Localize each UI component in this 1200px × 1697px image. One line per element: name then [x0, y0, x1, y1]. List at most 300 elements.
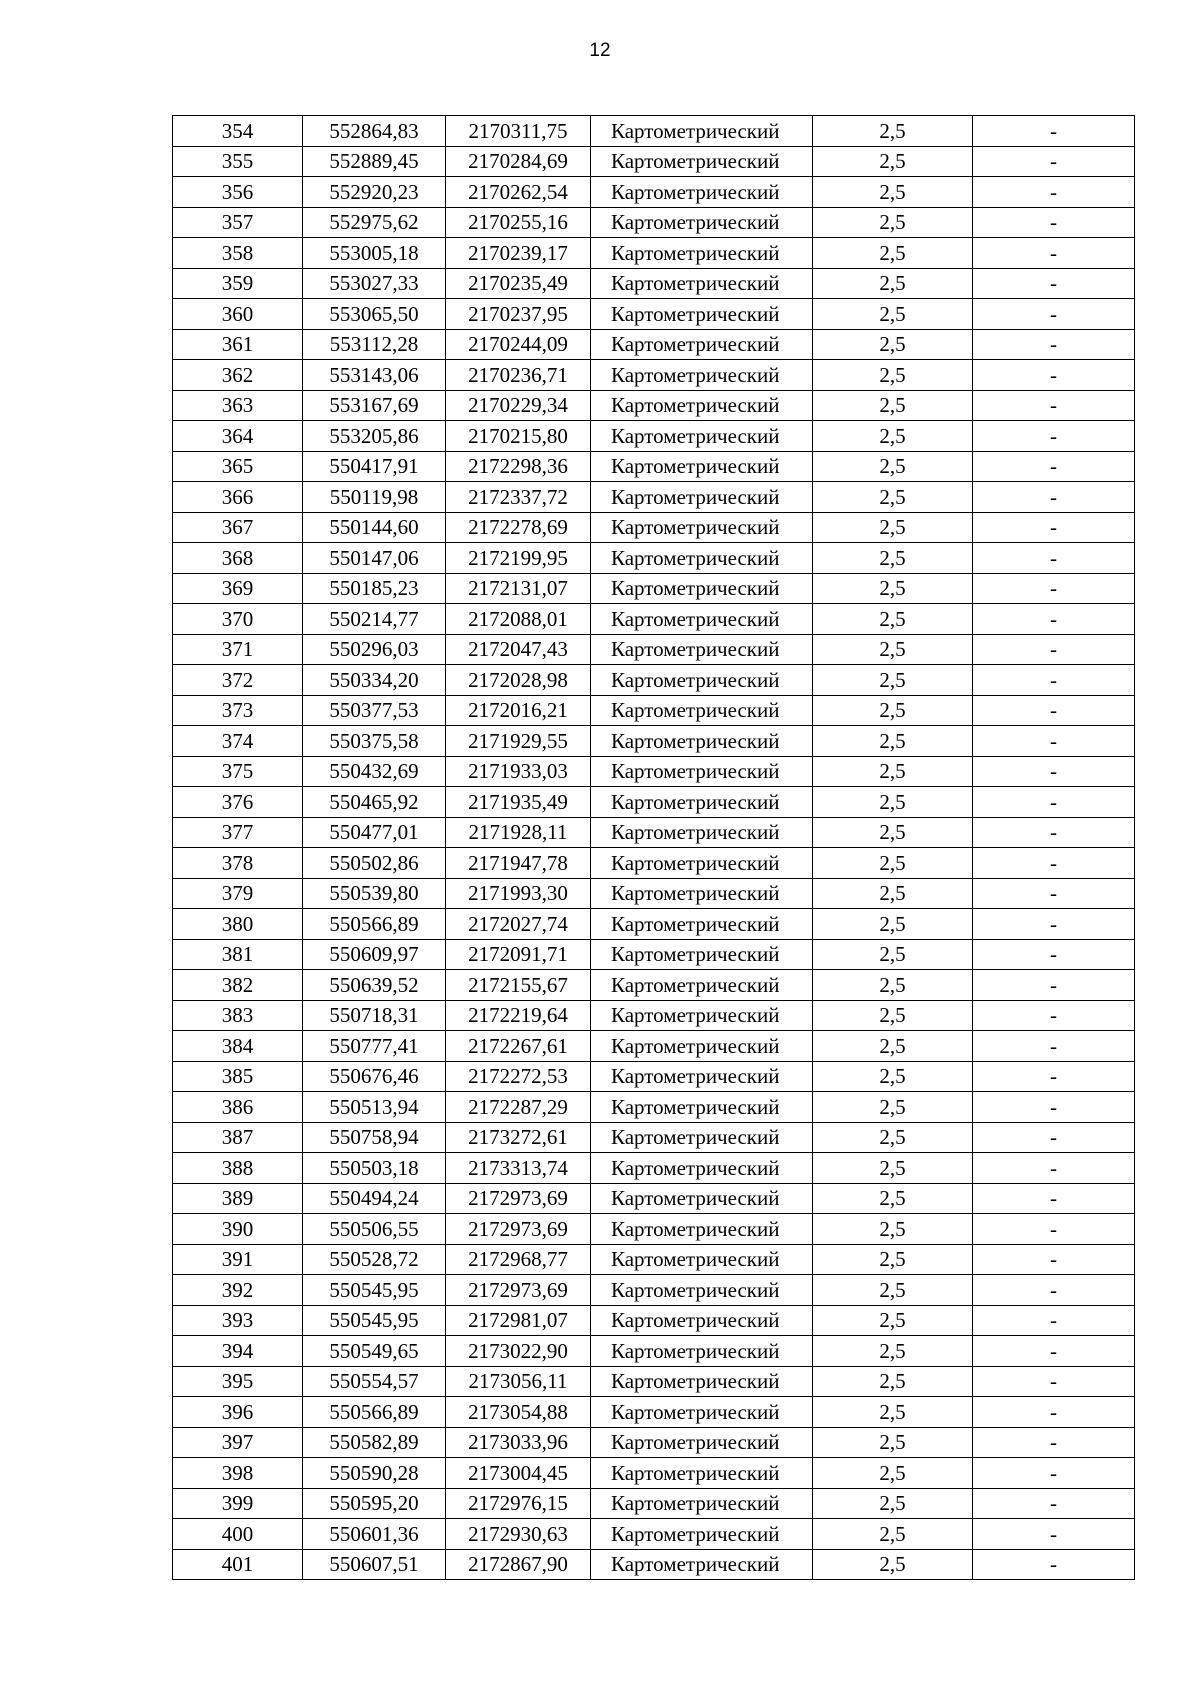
table-row — [173, 1275, 1135, 1306]
cell-x-coordinate: 552889,45 — [303, 146, 446, 177]
table-row — [173, 1244, 1135, 1275]
table-body — [173, 116, 1135, 1580]
cell-y-coordinate: 2172131,07 — [446, 573, 591, 604]
cell-description: - — [973, 787, 1135, 818]
cell-y-coordinate: 2172027,74 — [446, 909, 591, 940]
cell-accuracy: 2,5 — [813, 421, 973, 452]
cell-accuracy: 2,5 — [813, 909, 973, 940]
cell-method: Картометрический — [591, 238, 813, 269]
table-row — [173, 848, 1135, 879]
coordinates-table — [172, 115, 1135, 1580]
cell-x-coordinate: 550477,01 — [303, 817, 446, 848]
cell-accuracy: 2,5 — [813, 390, 973, 421]
cell-method: Картометрический — [591, 421, 813, 452]
cell-accuracy: 2,5 — [813, 207, 973, 238]
cell-y-coordinate: 2172278,69 — [446, 512, 591, 543]
table-row — [173, 390, 1135, 421]
cell-method: Картометрический — [591, 1397, 813, 1428]
cell-description: - — [973, 878, 1135, 909]
cell-description: - — [973, 116, 1135, 147]
cell-x-coordinate: 550639,52 — [303, 970, 446, 1001]
cell-y-coordinate: 2173022,90 — [446, 1336, 591, 1367]
cell-x-coordinate: 550503,18 — [303, 1153, 446, 1184]
cell-description: - — [973, 1397, 1135, 1428]
cell-y-coordinate: 2172219,64 — [446, 1000, 591, 1031]
cell-x-coordinate: 550144,60 — [303, 512, 446, 543]
table-row — [173, 177, 1135, 208]
cell-description: - — [973, 421, 1135, 452]
table-row — [173, 939, 1135, 970]
cell-description: - — [973, 604, 1135, 635]
cell-accuracy: 2,5 — [813, 1244, 973, 1275]
cell-accuracy: 2,5 — [813, 939, 973, 970]
table-row — [173, 1183, 1135, 1214]
cell-accuracy: 2,5 — [813, 1305, 973, 1336]
cell-point-number: 367 — [173, 512, 303, 543]
table-row — [173, 329, 1135, 360]
cell-method: Картометрический — [591, 1000, 813, 1031]
cell-point-number: 378 — [173, 848, 303, 879]
cell-method: Картометрический — [591, 695, 813, 726]
cell-description: - — [973, 360, 1135, 391]
cell-description: - — [973, 268, 1135, 299]
table-row — [173, 146, 1135, 177]
cell-description: - — [973, 1031, 1135, 1062]
cell-y-coordinate: 2171928,11 — [446, 817, 591, 848]
cell-y-coordinate: 2172968,77 — [446, 1244, 591, 1275]
cell-accuracy: 2,5 — [813, 238, 973, 269]
cell-method: Картометрический — [591, 1031, 813, 1062]
cell-x-coordinate: 550377,53 — [303, 695, 446, 726]
cell-description: - — [973, 207, 1135, 238]
cell-method: Картометрический — [591, 1214, 813, 1245]
cell-accuracy: 2,5 — [813, 1092, 973, 1123]
cell-x-coordinate: 550777,41 — [303, 1031, 446, 1062]
cell-description: - — [973, 1000, 1135, 1031]
cell-description: - — [973, 1305, 1135, 1336]
cell-y-coordinate: 2170255,16 — [446, 207, 591, 238]
cell-point-number: 355 — [173, 146, 303, 177]
cell-point-number: 384 — [173, 1031, 303, 1062]
cell-y-coordinate: 2170244,09 — [446, 329, 591, 360]
cell-method: Картометрический — [591, 299, 813, 330]
cell-method: Картометрический — [591, 482, 813, 513]
cell-method: Картометрический — [591, 665, 813, 696]
table-row — [173, 604, 1135, 635]
table-row — [173, 1366, 1135, 1397]
cell-x-coordinate: 550545,95 — [303, 1305, 446, 1336]
cell-x-coordinate: 550528,72 — [303, 1244, 446, 1275]
table-row — [173, 634, 1135, 665]
cell-y-coordinate: 2172267,61 — [446, 1031, 591, 1062]
cell-point-number: 363 — [173, 390, 303, 421]
cell-point-number: 371 — [173, 634, 303, 665]
cell-y-coordinate: 2170239,17 — [446, 238, 591, 269]
cell-y-coordinate: 2172973,69 — [446, 1183, 591, 1214]
cell-point-number: 373 — [173, 695, 303, 726]
cell-accuracy: 2,5 — [813, 1214, 973, 1245]
cell-y-coordinate: 2172973,69 — [446, 1275, 591, 1306]
cell-x-coordinate: 553112,28 — [303, 329, 446, 360]
cell-method: Картометрический — [591, 970, 813, 1001]
cell-accuracy: 2,5 — [813, 848, 973, 879]
cell-point-number: 357 — [173, 207, 303, 238]
cell-method: Картометрический — [591, 1244, 813, 1275]
cell-method: Картометрический — [591, 1153, 813, 1184]
cell-description: - — [973, 146, 1135, 177]
cell-description: - — [973, 543, 1135, 574]
cell-accuracy: 2,5 — [813, 787, 973, 818]
cell-point-number: 392 — [173, 1275, 303, 1306]
cell-x-coordinate: 550545,95 — [303, 1275, 446, 1306]
cell-x-coordinate: 553065,50 — [303, 299, 446, 330]
cell-method: Картометрический — [591, 573, 813, 604]
cell-method: Картометрический — [591, 116, 813, 147]
cell-x-coordinate: 550432,69 — [303, 756, 446, 787]
cell-accuracy: 2,5 — [813, 695, 973, 726]
cell-point-number: 375 — [173, 756, 303, 787]
cell-y-coordinate: 2173054,88 — [446, 1397, 591, 1428]
table-row — [173, 1031, 1135, 1062]
table-row — [173, 665, 1135, 696]
cell-x-coordinate: 550417,91 — [303, 451, 446, 482]
cell-method: Картометрический — [591, 909, 813, 940]
table-row — [173, 787, 1135, 818]
cell-method: Картометрический — [591, 1183, 813, 1214]
cell-accuracy: 2,5 — [813, 1031, 973, 1062]
cell-point-number: 387 — [173, 1122, 303, 1153]
cell-method: Картометрический — [591, 512, 813, 543]
cell-method: Картометрический — [591, 329, 813, 360]
cell-y-coordinate: 2171947,78 — [446, 848, 591, 879]
cell-x-coordinate: 550214,77 — [303, 604, 446, 635]
cell-point-number: 391 — [173, 1244, 303, 1275]
cell-point-number: 398 — [173, 1458, 303, 1489]
cell-accuracy: 2,5 — [813, 482, 973, 513]
table-row — [173, 1214, 1135, 1245]
table-row — [173, 573, 1135, 604]
cell-y-coordinate: 2173004,45 — [446, 1458, 591, 1489]
cell-y-coordinate: 2171933,03 — [446, 756, 591, 787]
cell-point-number: 390 — [173, 1214, 303, 1245]
cell-description: - — [973, 1549, 1135, 1580]
cell-method: Картометрический — [591, 1488, 813, 1519]
cell-accuracy: 2,5 — [813, 665, 973, 696]
cell-point-number: 374 — [173, 726, 303, 757]
table-row — [173, 726, 1135, 757]
cell-point-number: 383 — [173, 1000, 303, 1031]
cell-accuracy: 2,5 — [813, 1366, 973, 1397]
cell-accuracy: 2,5 — [813, 604, 973, 635]
cell-method: Картометрический — [591, 177, 813, 208]
cell-method: Картометрический — [591, 939, 813, 970]
cell-method: Картометрический — [591, 1122, 813, 1153]
cell-accuracy: 2,5 — [813, 634, 973, 665]
cell-point-number: 369 — [173, 573, 303, 604]
cell-accuracy: 2,5 — [813, 360, 973, 391]
cell-method: Картометрический — [591, 604, 813, 635]
cell-point-number: 396 — [173, 1397, 303, 1428]
table-row — [173, 1305, 1135, 1336]
cell-y-coordinate: 2172976,15 — [446, 1488, 591, 1519]
cell-point-number: 393 — [173, 1305, 303, 1336]
cell-point-number: 380 — [173, 909, 303, 940]
cell-x-coordinate: 550676,46 — [303, 1061, 446, 1092]
cell-accuracy: 2,5 — [813, 1427, 973, 1458]
table-row — [173, 1092, 1135, 1123]
cell-x-coordinate: 550566,89 — [303, 909, 446, 940]
cell-accuracy: 2,5 — [813, 878, 973, 909]
table-row — [173, 1488, 1135, 1519]
cell-y-coordinate: 2172047,43 — [446, 634, 591, 665]
table-row — [173, 238, 1135, 269]
cell-description: - — [973, 1244, 1135, 1275]
cell-accuracy: 2,5 — [813, 512, 973, 543]
cell-x-coordinate: 550185,23 — [303, 573, 446, 604]
cell-accuracy: 2,5 — [813, 1458, 973, 1489]
cell-method: Картометрический — [591, 1549, 813, 1580]
cell-description: - — [973, 970, 1135, 1001]
cell-x-coordinate: 550494,24 — [303, 1183, 446, 1214]
cell-accuracy: 2,5 — [813, 1183, 973, 1214]
table-row — [173, 1427, 1135, 1458]
table-row — [173, 1519, 1135, 1550]
cell-accuracy: 2,5 — [813, 970, 973, 1001]
cell-y-coordinate: 2170237,95 — [446, 299, 591, 330]
cell-method: Картометрический — [591, 543, 813, 574]
cell-description: - — [973, 1214, 1135, 1245]
cell-x-coordinate: 552975,62 — [303, 207, 446, 238]
cell-method: Картометрический — [591, 634, 813, 665]
cell-accuracy: 2,5 — [813, 146, 973, 177]
cell-accuracy: 2,5 — [813, 1153, 973, 1184]
cell-x-coordinate: 550718,31 — [303, 1000, 446, 1031]
table-row — [173, 299, 1135, 330]
table-row — [173, 1061, 1135, 1092]
cell-accuracy: 2,5 — [813, 329, 973, 360]
cell-accuracy: 2,5 — [813, 177, 973, 208]
cell-accuracy: 2,5 — [813, 1519, 973, 1550]
cell-method: Картометрический — [591, 726, 813, 757]
cell-x-coordinate: 550601,36 — [303, 1519, 446, 1550]
cell-x-coordinate: 550607,51 — [303, 1549, 446, 1580]
cell-y-coordinate: 2170235,49 — [446, 268, 591, 299]
cell-point-number: 364 — [173, 421, 303, 452]
cell-point-number: 370 — [173, 604, 303, 635]
cell-description: - — [973, 1153, 1135, 1184]
cell-x-coordinate: 550506,55 — [303, 1214, 446, 1245]
table-row — [173, 451, 1135, 482]
cell-point-number: 372 — [173, 665, 303, 696]
cell-description: - — [973, 329, 1135, 360]
table-row — [173, 360, 1135, 391]
cell-description: - — [973, 1458, 1135, 1489]
cell-method: Картометрический — [591, 848, 813, 879]
cell-point-number: 360 — [173, 299, 303, 330]
cell-point-number: 397 — [173, 1427, 303, 1458]
cell-accuracy: 2,5 — [813, 1549, 973, 1580]
cell-x-coordinate: 553167,69 — [303, 390, 446, 421]
table-row — [173, 909, 1135, 940]
cell-x-coordinate: 553027,33 — [303, 268, 446, 299]
cell-method: Картометрический — [591, 756, 813, 787]
cell-description: - — [973, 726, 1135, 757]
cell-y-coordinate: 2172199,95 — [446, 543, 591, 574]
cell-method: Картометрический — [591, 817, 813, 848]
cell-description: - — [973, 238, 1135, 269]
cell-method: Картометрический — [591, 268, 813, 299]
cell-description: - — [973, 634, 1135, 665]
cell-description: - — [973, 1366, 1135, 1397]
table-row — [173, 482, 1135, 513]
cell-method: Картометрический — [591, 146, 813, 177]
table-row — [173, 1397, 1135, 1428]
cell-description: - — [973, 1488, 1135, 1519]
cell-y-coordinate: 2172016,21 — [446, 695, 591, 726]
cell-method: Картометрический — [591, 1366, 813, 1397]
cell-description: - — [973, 848, 1135, 879]
table-row — [173, 695, 1135, 726]
cell-point-number: 362 — [173, 360, 303, 391]
cell-y-coordinate: 2173056,11 — [446, 1366, 591, 1397]
cell-method: Картометрический — [591, 451, 813, 482]
table-row — [173, 817, 1135, 848]
cell-accuracy: 2,5 — [813, 1122, 973, 1153]
cell-point-number: 376 — [173, 787, 303, 818]
cell-accuracy: 2,5 — [813, 1275, 973, 1306]
cell-method: Картометрический — [591, 1336, 813, 1367]
cell-accuracy: 2,5 — [813, 299, 973, 330]
cell-point-number: 365 — [173, 451, 303, 482]
cell-x-coordinate: 550334,20 — [303, 665, 446, 696]
cell-point-number: 385 — [173, 1061, 303, 1092]
cell-accuracy: 2,5 — [813, 726, 973, 757]
cell-x-coordinate: 553205,86 — [303, 421, 446, 452]
cell-accuracy: 2,5 — [813, 756, 973, 787]
cell-y-coordinate: 2170229,34 — [446, 390, 591, 421]
table-row — [173, 421, 1135, 452]
cell-y-coordinate: 2170262,54 — [446, 177, 591, 208]
cell-accuracy: 2,5 — [813, 1336, 973, 1367]
cell-point-number: 395 — [173, 1366, 303, 1397]
cell-accuracy: 2,5 — [813, 543, 973, 574]
cell-x-coordinate: 550539,80 — [303, 878, 446, 909]
cell-y-coordinate: 2171935,49 — [446, 787, 591, 818]
table-row — [173, 970, 1135, 1001]
cell-point-number: 366 — [173, 482, 303, 513]
cell-description: - — [973, 756, 1135, 787]
cell-method: Картометрический — [591, 1427, 813, 1458]
cell-point-number: 400 — [173, 1519, 303, 1550]
cell-point-number: 359 — [173, 268, 303, 299]
cell-y-coordinate: 2170311,75 — [446, 116, 591, 147]
cell-description: - — [973, 573, 1135, 604]
cell-x-coordinate: 550502,86 — [303, 848, 446, 879]
table-row — [173, 1549, 1135, 1580]
cell-description: - — [973, 1519, 1135, 1550]
cell-x-coordinate: 550554,57 — [303, 1366, 446, 1397]
cell-method: Картометрический — [591, 1061, 813, 1092]
table-row — [173, 268, 1135, 299]
cell-description: - — [973, 665, 1135, 696]
cell-point-number: 354 — [173, 116, 303, 147]
cell-x-coordinate: 550582,89 — [303, 1427, 446, 1458]
table-row — [173, 512, 1135, 543]
cell-description: - — [973, 482, 1135, 513]
cell-x-coordinate: 553005,18 — [303, 238, 446, 269]
cell-description: - — [973, 1427, 1135, 1458]
cell-x-coordinate: 550590,28 — [303, 1458, 446, 1489]
cell-x-coordinate: 550566,89 — [303, 1397, 446, 1428]
cell-point-number: 388 — [173, 1153, 303, 1184]
cell-y-coordinate: 2173033,96 — [446, 1427, 591, 1458]
cell-description: - — [973, 1275, 1135, 1306]
cell-method: Картометрический — [591, 878, 813, 909]
cell-description: - — [973, 299, 1135, 330]
cell-description: - — [973, 451, 1135, 482]
cell-method: Картометрический — [591, 390, 813, 421]
cell-accuracy: 2,5 — [813, 573, 973, 604]
cell-x-coordinate: 550513,94 — [303, 1092, 446, 1123]
table-row — [173, 1000, 1135, 1031]
cell-y-coordinate: 2172272,53 — [446, 1061, 591, 1092]
cell-point-number: 389 — [173, 1183, 303, 1214]
table-row — [173, 1153, 1135, 1184]
cell-description: - — [973, 1122, 1135, 1153]
cell-accuracy: 2,5 — [813, 268, 973, 299]
cell-y-coordinate: 2172088,01 — [446, 604, 591, 635]
cell-y-coordinate: 2172981,07 — [446, 1305, 591, 1336]
cell-point-number: 399 — [173, 1488, 303, 1519]
cell-accuracy: 2,5 — [813, 817, 973, 848]
cell-method: Картометрический — [591, 1458, 813, 1489]
cell-description: - — [973, 1183, 1135, 1214]
cell-y-coordinate: 2172973,69 — [446, 1214, 591, 1245]
cell-accuracy: 2,5 — [813, 451, 973, 482]
cell-description: - — [973, 817, 1135, 848]
cell-description: - — [973, 1336, 1135, 1367]
cell-point-number: 368 — [173, 543, 303, 574]
cell-point-number: 356 — [173, 177, 303, 208]
table-row — [173, 1336, 1135, 1367]
table-row — [173, 1122, 1135, 1153]
cell-point-number: 361 — [173, 329, 303, 360]
table-row — [173, 878, 1135, 909]
table-row — [173, 756, 1135, 787]
table-row — [173, 207, 1135, 238]
cell-method: Картометрический — [591, 1275, 813, 1306]
cell-point-number: 394 — [173, 1336, 303, 1367]
cell-x-coordinate: 550609,97 — [303, 939, 446, 970]
cell-method: Картометрический — [591, 360, 813, 391]
cell-point-number: 381 — [173, 939, 303, 970]
cell-accuracy: 2,5 — [813, 116, 973, 147]
cell-x-coordinate: 550595,20 — [303, 1488, 446, 1519]
table-row — [173, 116, 1135, 147]
cell-y-coordinate: 2171993,30 — [446, 878, 591, 909]
cell-y-coordinate: 2170284,69 — [446, 146, 591, 177]
cell-accuracy: 2,5 — [813, 1061, 973, 1092]
cell-point-number: 379 — [173, 878, 303, 909]
cell-y-coordinate: 2172155,67 — [446, 970, 591, 1001]
cell-description: - — [973, 177, 1135, 208]
cell-y-coordinate: 2173313,74 — [446, 1153, 591, 1184]
cell-accuracy: 2,5 — [813, 1000, 973, 1031]
page-number: 12 — [589, 40, 611, 61]
cell-x-coordinate: 550147,06 — [303, 543, 446, 574]
cell-x-coordinate: 550549,65 — [303, 1336, 446, 1367]
cell-y-coordinate: 2172028,98 — [446, 665, 591, 696]
